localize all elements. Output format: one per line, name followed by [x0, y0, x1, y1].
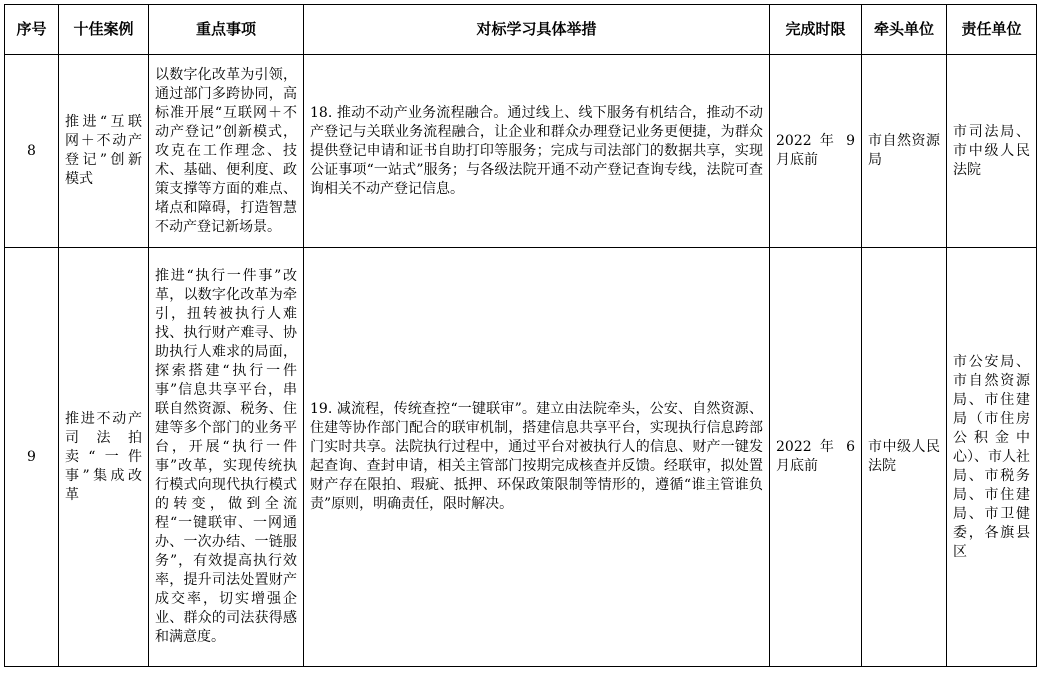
measures-table: [4, 4, 1037, 667]
cell-lead-unit: 市自然资源局: [862, 55, 947, 248]
header-measure: 对标学习具体举措: [304, 5, 770, 55]
header-responsible-unit: 责任单位: [947, 5, 1037, 55]
cell-deadline: 2022 年 9 月底前: [770, 55, 862, 248]
cell-deadline: 2022 年 6 月底前: [770, 248, 862, 667]
table-row: [5, 248, 1037, 667]
header-deadline: 完成时限: [770, 5, 862, 55]
cell-seq: 8: [5, 55, 59, 248]
cell-key-item: 以数字化改革为引领，通过部门多跨协同，高标准开展“互联网＋不动产登记”创新模式，攻克在工作理念、技术、基础、便利度、政策支撑等方面的难点、堵点和障碍，打造智慧不动产登记新场景。: [149, 55, 304, 248]
header-key-item: 重点事项: [149, 5, 304, 55]
cell-case: 推进“互联网＋不动产登记”创新模式: [59, 55, 149, 248]
header-case: 十佳案例: [59, 5, 149, 55]
cell-lead-unit: 市中级人民法院: [862, 248, 947, 667]
cell-key-item: 推进“执行一件事”改革，以数字化改革为牵引，扭转被执行人难找、执行财产难寻、协助执行人难求的局面，探索搭建“执行一件事”信息共享平台，串联自然资源、税务、住建等多个部门的业务平台，开展“执行一件事”改革，实现传统执行模式向现代执行模式的转变，做到全流程“一键联审、一网通办、一次办结、一链服务”，有效提高执行效率，提升司法处置财产成交率，切实增强企业、群众的司法获得感和满意度。: [149, 248, 304, 667]
header-lead-unit: 牵头单位: [862, 5, 947, 55]
cell-responsible-unit: 市司法局、市中级人民法院: [947, 55, 1037, 248]
cell-responsible-unit: 市公安局、市自然资源局、市住建局（市住房公积金中心）、市人社局、市税务局、市住建局、市卫健委，各旗县区: [947, 248, 1037, 667]
cell-measure: 19. 减流程，传统查控“一键联审”。建立由法院牵头，公安、自然资源、住建等协作部门配合的联审机制，搭建信息共享平台，实现执行信息跨部门实时共享。法院执行过程中，通过平台对被执行人的信息、财产一键发起查询、查封申请，相关主管部门按期完成核查并反馈。经联审，拟处置财产存在限拍、瑕疵、抵押、环保政策限制等情形的，遵循“谁主管谁负责”原则，明确责任，限时解决。: [304, 248, 770, 667]
header-row: [5, 5, 1037, 55]
header-seq: 序号: [5, 5, 59, 55]
table-row: [5, 55, 1037, 248]
cell-measure: 18. 推动不动产业务流程融合。通过线上、线下服务有机结合，推动不动产登记与关联业务流程融合，让企业和群众办理登记业务更便捷，为群众提供登记申请和证书自助打印等服务；完成与司法部门的数据共享，实现公证事项“一站式”服务；与各级法院开通不动产登记查询专线，法院可查询相关不动产登记信息。: [304, 55, 770, 248]
cell-case: 推进不动产司法拍卖“一件事”集成改革: [59, 248, 149, 667]
cell-seq: 9: [5, 248, 59, 667]
